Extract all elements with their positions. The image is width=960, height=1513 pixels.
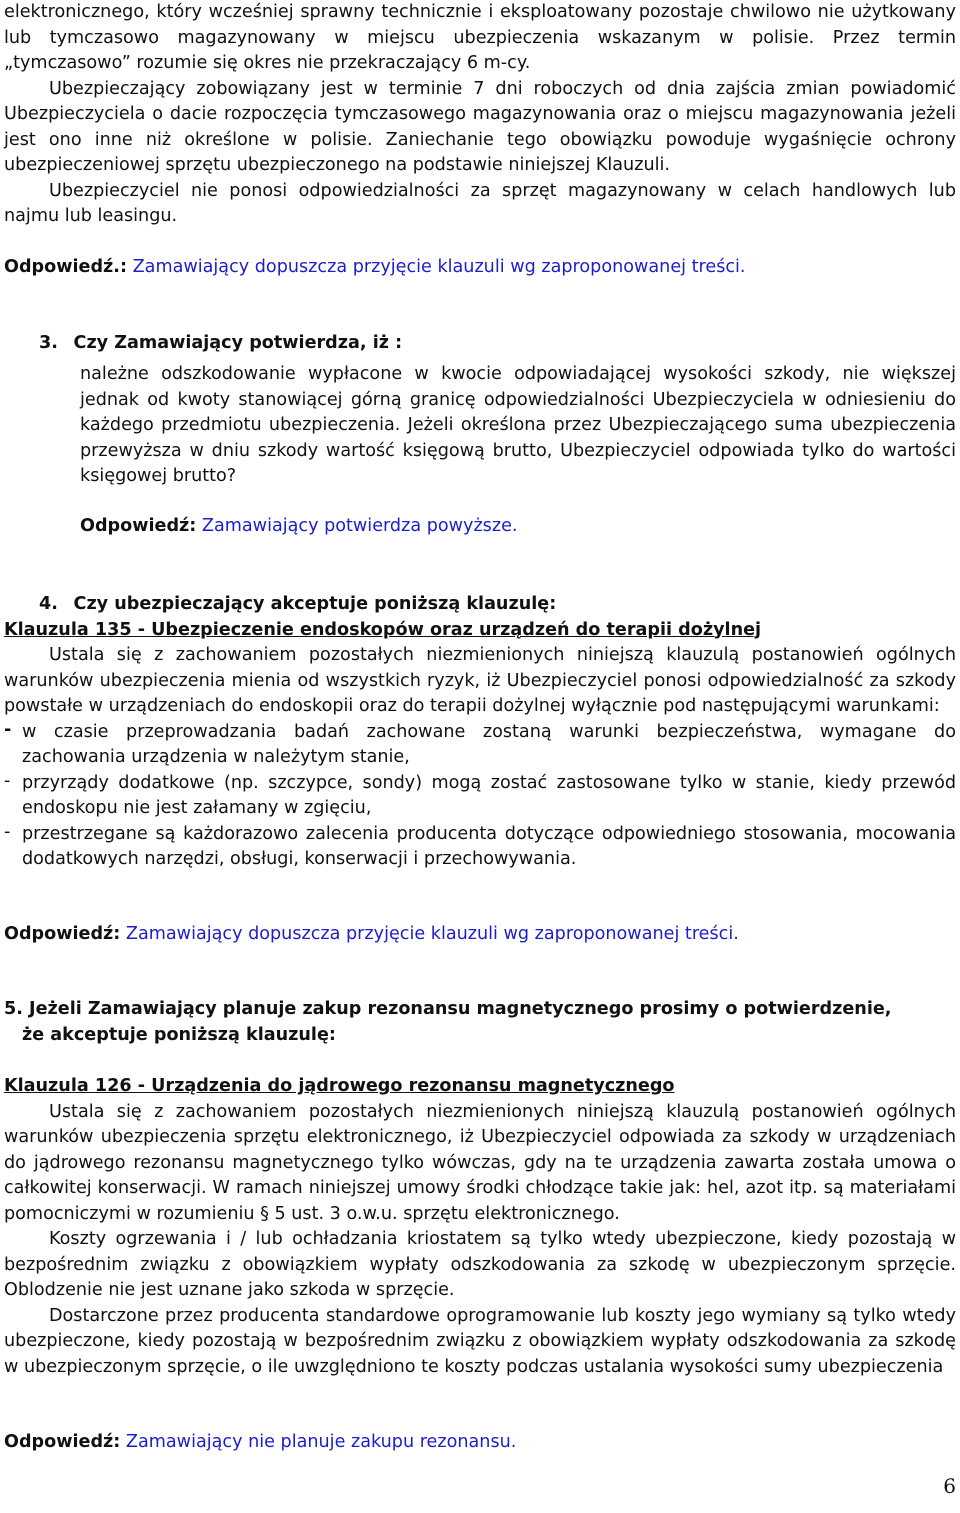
answer-label: Odpowiedź: xyxy=(80,516,197,536)
intro-section xyxy=(4,0,956,230)
intro-paragraph-2: Ubezpieczający zobowiązany jest w terminie 7 dni roboczych od dnia zajścia zmian powiadomić Ubezpieczyciela o dacie rozpoczęcia tymczasowego magazynowania oraz o miejscu magazynowania jeżeli jest ono inne niż określone w polisie. Zaniechanie tego obowiązku powoduje wygaśnięcie ochrony ubezpieczeniowej sprzętu ubezpieczonego na podstawie niniejszej Klauzuli. xyxy=(4,78,956,175)
answer-text: Zamawiający nie planuje zakupu rezonansu. xyxy=(120,1432,517,1452)
answer-label: Odpowiedź.: xyxy=(4,257,128,277)
clause-126-paragraph-2: Koszty ogrzewania i / lub ochładzania kriostatem są tylko wtedy ubezpieczone, kiedy pozostają w bezpośrednim związku z obowiązkiem wypłaty odszkodowania za szkodę w ubezpieczonym sprzęcie. Oblodzenie nie jest uznane jako szkoda w sprzęcie. xyxy=(4,1229,956,1300)
list-item xyxy=(4,771,956,822)
question-3 xyxy=(4,331,956,357)
list-dash: - xyxy=(4,770,11,791)
question-5 xyxy=(4,997,956,1048)
answer-text: Zamawiający dopuszcza przyjęcie klauzuli wg zaproponowanej treści. xyxy=(127,257,746,277)
clause-126 xyxy=(4,1074,956,1380)
intro-paragraph-3: Ubezpieczyciel nie ponosi odpowiedzialności za sprzęt magazynowany w celach handlowych lub najmu lub leasingu. xyxy=(4,180,956,226)
answer-text: Zamawiający potwierdza powyższe. xyxy=(196,516,518,536)
clause-126-paragraph-1: Ustala się z zachowaniem pozostałych niezmienionych niniejszą klauzulą postanowień ogólnych warunków ubezpieczenia sprzętu elektronicznego, iż Ubezpieczyciel odpowiada za szkody w urządzeniach do jądrowego rezonansu magnetycznego tylko wówczas, gdy na te urządzenia zawarta została umowa o całkowitej konserwacji. W ramach niniejszej umowy środki chłodzące takie jak: hel, azot itp. są materiałami pomocniczymi w rozumieniu § 5 ust. 3 o.w.u. sprzętu elektronicznego. xyxy=(4,1101,956,1224)
answer-5 xyxy=(4,1430,956,1456)
answer-4 xyxy=(4,922,956,948)
question-3-body xyxy=(80,362,956,490)
list-item-text: w czasie przeprowadzania badań zachowane zostaną warunki bezpieczeństwa, wymagane do zachowania urządzenia w należytym stanie, xyxy=(22,721,956,767)
question-4 xyxy=(4,592,956,873)
question-3-text: należne odszkodowanie wypłacone w kwocie odpowiadającej wysokości szkody, nie większej jednak od kwoty stanowiącej górną granicę odpowiedzialności Ubezpieczyciela w odniesieniu do każdego przedmiotu ubezpieczenia. Jeżeli określona przez Ubezpieczającego suma ubezpieczenia przewyższa w dniu szkody wartość księgową brutto, Ubezpieczyciel odpowiada tylko do wartości księgowej brutto? xyxy=(80,364,956,486)
answer-text: Zamawiający dopuszcza przyjęcie klauzuli wg zaproponowanej treści. xyxy=(120,924,739,944)
clause-135-title: Klauzula 135 - Ubezpieczenie endoskopów oraz urządzeń do terapii dożylnej xyxy=(4,619,762,640)
question-heading: 5. Jeżeli Zamawiający planuje zakup rezonansu magnetycznego prosimy o potwierdzenie, xyxy=(4,999,892,1019)
list-dash: - xyxy=(4,719,12,740)
list-item-text: przyrządy dodatkowe (np. szczypce, sondy) mogą zostać zastosowane tylko w stanie, kiedy przewód endoskopu nie jest załamany w zgięciu, xyxy=(22,772,956,818)
answer-1 xyxy=(4,255,956,281)
answer-label: Odpowiedź: xyxy=(4,1432,121,1452)
list-item xyxy=(4,822,956,873)
list-item xyxy=(4,720,956,771)
clause-135-intro: Ustala się z zachowaniem pozostałych niezmienionych niniejszą klauzulą postanowień ogólnych warunków ubezpieczenia mienia od wszystkich ryzyk, iż Ubezpieczyciel ponosi odpowiedzialność za szkody powstałe w urządzeniach do endoskopii oraz do terapii dożylnej wyłącznie pod następującymi warunkami: xyxy=(4,645,956,716)
list-dash: - xyxy=(4,821,11,842)
question-number: 3. xyxy=(39,333,58,353)
question-heading-continued: że akceptuje poniższą klauzulę: xyxy=(22,1024,336,1045)
intro-paragraph-1: elektronicznego, który wcześniej sprawny technicznie i eksploatowany pozostaje chwilowo nie użytkowany lub tymczasowo magazynowany w miejscu ubezpieczenia wskazanym w polisie. Przez termin „tymczasowo” rozumie się okres nie przekraczający 6 m-cy. xyxy=(4,2,956,73)
question-heading: Czy Zamawiający potwierdza, iż : xyxy=(73,333,403,353)
clause-126-title: Klauzula 126 - Urządzenia do jądrowego rezonansu magnetycznego xyxy=(4,1076,675,1096)
answer-3 xyxy=(80,514,956,540)
clause-126-paragraph-3: Dostarczone przez producenta standardowe oprogramowanie lub koszty jego wymiany są tylko wtedy ubezpieczone, kiedy pozostają w bezpośrednim związku z obowiązkiem wypłaty odszkodowania za szkodę w ubezpieczonym sprzęcie, o ile uwzględniono te koszty podczas ustalania wysokości sumy ubezpieczenia xyxy=(4,1305,956,1377)
page-number: 6 xyxy=(943,1474,956,1498)
answer-label: Odpowiedź: xyxy=(4,924,121,944)
list-item-text: przestrzegane są każdorazowo zalecenia producenta dotyczące odpowiedniego stosowania, mocowania dodatkowych narzędzi, obsługi, konserwacji i przechowywania. xyxy=(22,823,956,869)
question-heading: Czy ubezpieczający akceptuje poniższą klauzulę: xyxy=(73,594,557,614)
question-number: 4. xyxy=(39,594,58,614)
